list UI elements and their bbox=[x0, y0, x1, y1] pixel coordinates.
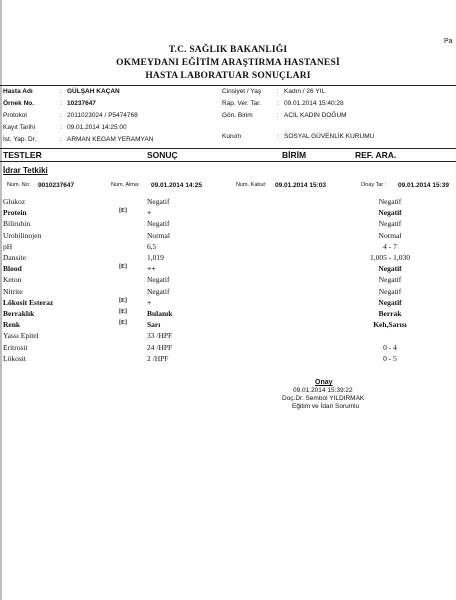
reference-range: 4 - 7 bbox=[383, 241, 397, 251]
test-result: 24 /HPF bbox=[147, 342, 173, 352]
test-name: Renk bbox=[3, 320, 21, 330]
reference-range: Negatif bbox=[378, 297, 402, 307]
col-testler: TESTLER bbox=[3, 150, 42, 160]
table-row bbox=[0, 275, 456, 286]
rap-ver-tar-label: Rap. Ver. Tar. bbox=[222, 100, 261, 107]
onay-tar-value: 09.01.2014 15:39 bbox=[398, 182, 449, 189]
hasta-adi-label: Hasta Adı bbox=[3, 88, 33, 95]
table-row bbox=[0, 354, 456, 365]
table-row bbox=[0, 231, 456, 242]
test-result: Negatif bbox=[147, 275, 170, 285]
test-name: Lökosit Esteraz bbox=[3, 297, 54, 307]
kayit-tarihi-value: 09.01.2014 14:25:00 bbox=[67, 124, 127, 131]
abnormal-flag: [E] bbox=[119, 264, 127, 271]
table-row bbox=[0, 343, 456, 354]
rap-ver-tar-value: 09.01.2014 15:40:28 bbox=[284, 100, 344, 107]
reference-range: 0 - 5 bbox=[383, 353, 397, 363]
reference-range: Negatif bbox=[378, 264, 402, 274]
test-result: Negatif bbox=[147, 286, 170, 296]
cinsiyet-yas-value: Kadın / 26 YIL bbox=[284, 88, 326, 95]
num-alma-value: 09.01.2014 14:25 bbox=[151, 182, 202, 189]
test-name: Berraklık bbox=[3, 309, 35, 318]
test-name: Protein bbox=[3, 208, 27, 218]
test-result: Sarı bbox=[147, 320, 161, 330]
test-name: Dansite bbox=[3, 253, 26, 262]
ist-yap-dr-value: ARMAN KEGAM YERAMYAN bbox=[67, 136, 154, 143]
abnormal-flag: [E] bbox=[119, 320, 127, 327]
test-result: Negatif bbox=[147, 197, 170, 206]
reference-range: Negatif bbox=[378, 219, 402, 229]
test-name: Bilirubin bbox=[3, 219, 31, 229]
approval-title: Onay bbox=[315, 379, 333, 386]
table-row bbox=[0, 331, 456, 342]
test-name: Glukoz bbox=[3, 197, 26, 206]
reference-range: Negatif bbox=[378, 197, 402, 206]
ist-yap-dr-label: İst. Yap. Dr. bbox=[3, 136, 37, 143]
reference-range: Normal bbox=[378, 230, 402, 240]
gon-birim-label: Gön. Birim bbox=[222, 112, 253, 119]
reference-range: 1,005 - 1,030 bbox=[370, 253, 410, 262]
test-result: 2 /HPF bbox=[147, 353, 169, 363]
reference-range: Negatif bbox=[378, 286, 402, 296]
test-name: pH bbox=[3, 241, 13, 251]
table-row bbox=[0, 197, 456, 208]
hasta-adi-value: GÜLŞAH KAÇAN bbox=[67, 88, 120, 95]
approval-datetime: 09.01.2014 15:39:22 bbox=[293, 387, 353, 394]
test-result: 33 /HPF bbox=[147, 331, 173, 341]
approval-doctor: Doç.Dr. Sembol YILDIRMAK bbox=[282, 395, 365, 402]
test-name: Eritrosit bbox=[3, 342, 28, 352]
num-no-value: 9010237647 bbox=[38, 182, 75, 189]
num-no-label: Num. No: bbox=[7, 182, 31, 188]
table-row bbox=[0, 287, 456, 298]
test-result: + bbox=[147, 208, 152, 218]
abnormal-flag: [E] bbox=[119, 309, 127, 315]
table-row bbox=[0, 208, 456, 219]
test-result: Negatif bbox=[147, 219, 170, 229]
test-name: Blood bbox=[3, 264, 22, 274]
test-name: Keton bbox=[3, 275, 22, 285]
table-row bbox=[0, 253, 456, 264]
abnormal-flag: [E] bbox=[119, 297, 127, 304]
report-title: HASTA LABORATUAR SONUÇLARI bbox=[145, 71, 311, 81]
reference-range: Keh,Sarısı bbox=[373, 320, 407, 330]
reference-range: Berrak bbox=[378, 309, 402, 318]
gon-birim-value: ACİL KADIN DOĞUM bbox=[284, 112, 347, 119]
test-result: Normal bbox=[147, 230, 170, 240]
test-name: Lökosit bbox=[3, 353, 26, 363]
section-title: İdrar Tetkiki bbox=[3, 166, 48, 175]
test-result: 6,5 bbox=[147, 241, 157, 251]
table-row bbox=[0, 264, 456, 275]
table-row bbox=[0, 298, 456, 309]
kurum-label: Kurum bbox=[222, 133, 242, 140]
table-row bbox=[0, 309, 456, 320]
column-header-top-rule bbox=[0, 148, 456, 149]
num-kabul-value: 09.01.2014 15:03 bbox=[275, 182, 326, 189]
reference-range: Negatif bbox=[378, 208, 402, 218]
kurum-value: SOSYAL GÜVENLİK KURUMU bbox=[284, 133, 375, 140]
approval-role: Eğitim ve İdari Sorumlu bbox=[292, 403, 360, 410]
table-row bbox=[0, 320, 456, 331]
col-birim: BİRİM bbox=[282, 150, 307, 160]
test-name: Urobilinojen bbox=[3, 230, 42, 240]
test-name: Nitrite bbox=[3, 286, 23, 296]
table-row bbox=[0, 242, 456, 253]
ornek-no-value: 10237647 bbox=[67, 100, 96, 107]
onay-tar-label: Onay Tar : bbox=[361, 182, 387, 188]
col-sonuc: SONUÇ bbox=[147, 150, 178, 160]
reference-range: Negatif bbox=[378, 275, 402, 285]
abnormal-flag: [E] bbox=[119, 208, 127, 215]
ornek-no-label: Örnek No. bbox=[3, 100, 35, 107]
col-ref-ara: REF. ARA. bbox=[355, 150, 397, 160]
num-kabul-label: Num. Kabul: bbox=[236, 182, 267, 188]
protokol-value: 2011023024 / P5474768 bbox=[67, 112, 138, 119]
cinsiyet-yas-label: Cinsiyet / Yaş bbox=[222, 88, 262, 95]
reference-range: 0 - 4 bbox=[383, 342, 397, 352]
kayit-tarihi-label: Kayıt Tarihi bbox=[3, 124, 36, 131]
test-result: ++ bbox=[147, 264, 156, 274]
header-rule bbox=[0, 85, 456, 86]
num-alma-label: Num. Alma: bbox=[111, 182, 140, 188]
test-result: + bbox=[147, 297, 152, 307]
test-result: Bulanık bbox=[147, 309, 173, 318]
column-header-bottom-rule bbox=[0, 161, 456, 162]
test-name: Yassı Epitel bbox=[3, 331, 39, 341]
hospital-title: OKMEYDANI EĞİTİM ARAŞTIRMA HASTANESİ bbox=[116, 58, 340, 68]
table-row bbox=[0, 219, 456, 230]
test-result: 1,019 bbox=[147, 253, 164, 262]
page-corner-text: Pa bbox=[444, 38, 453, 45]
protokol-label: Protokol bbox=[3, 112, 27, 119]
ministry-title: T.C. SAĞLIK BAKANLIĞI bbox=[168, 45, 288, 55]
